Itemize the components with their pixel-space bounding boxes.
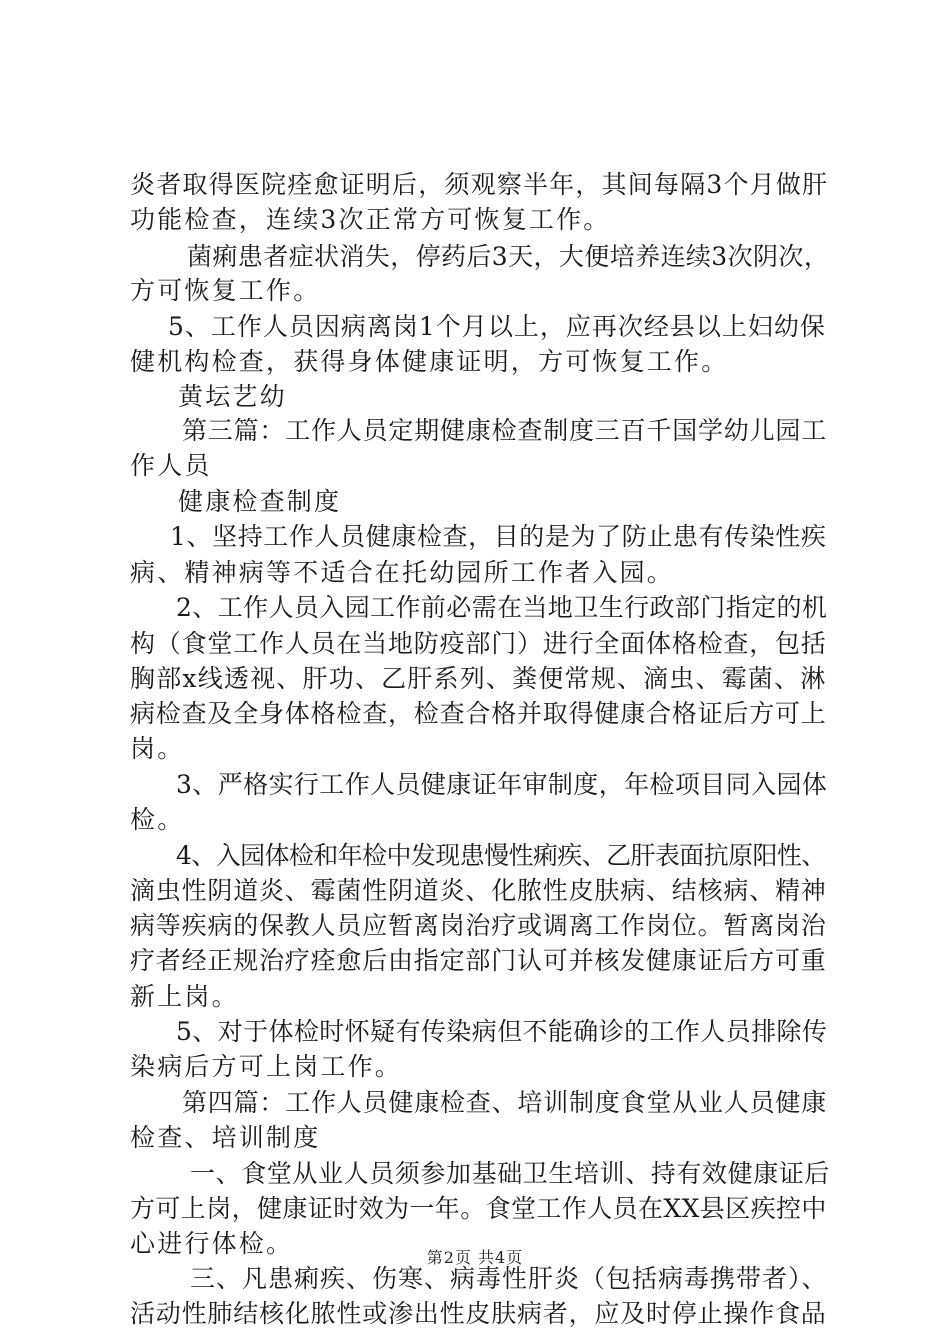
section-heading: 作人员 (130, 451, 212, 480)
text-line: 岗。 (130, 734, 185, 763)
text-line: 心进行体检。 (130, 1229, 294, 1258)
text-line: 方可上岗，健康证时效为一年。食堂工作人员在XX县区疾控中 (130, 1194, 827, 1223)
section-heading: 检查、培训制度 (130, 1123, 321, 1152)
text-line: 染病后方可上岗工作。 (130, 1052, 403, 1081)
section-heading: 第三篇：工作人员定期健康检查制度三百千国学幼儿园工 (182, 416, 828, 445)
text-line: 疗者经正规治疗痊愈后由指定部门认可并核发健康证后方可重 (130, 946, 827, 975)
section-heading: 第四篇：工作人员健康检查、培训制度食堂从业人员健康 (182, 1088, 828, 1117)
text-line: 活动性肺结核化脓性或渗出性皮肤病者，应及时停止操作食品 (130, 1299, 827, 1328)
text-line: 1、坚持工作人员健康检查，目的是为了防止患有传染性疾 (170, 522, 827, 551)
page-number-footer: 第2页 共4页 (426, 1248, 524, 1267)
text-line: 黄坛艺幼 (178, 382, 287, 411)
text-line: 健机构检查，获得身体健康证明，方可恢复工作。 (130, 347, 729, 376)
text-line: 胸部x线透视、肝功、乙肝系列、粪便常规、滴虫、霉菌、淋 (130, 664, 827, 693)
text-line: 构（食堂工作人员在当地防疫部门）进行全面体格检查，包括 (130, 629, 827, 658)
text-line: 4、入园体检和年检中发现患慢性痢疾、乙肝表面抗原阳性、 (176, 841, 826, 870)
text-line: 炎者取得医院痊愈证明后，须观察半年，其间每隔3个月做肝 (130, 170, 829, 199)
text-line: 病等疾病的保教人员应暂离岗治疗或调离工作岗位。暂离岗治 (130, 911, 827, 940)
text-line: 检。 (130, 805, 185, 834)
text-line: 2、工作人员入园工作前必需在当地卫生行政部门指定的机 (176, 593, 828, 622)
text-line: 3、严格实行工作人员健康证年审制度，年检项目同入园体 (176, 770, 828, 799)
text-line: 功能检查，连续3次正常方可恢复工作。 (130, 205, 611, 234)
text-line: 菌痢患者症状消失，停药后3天，大便培养连续3次阴次， (187, 242, 830, 271)
text-line: 5、工作人员因病离岗1个月以上，应再次经县以上妇幼保 (168, 312, 826, 341)
text-line: 滴虫性阴道炎、霉菌性阴道炎、化脓性皮肤病、结核病、精神 (130, 876, 827, 905)
text-line: 健康检查制度 (178, 487, 342, 516)
text-line: 病、精神病等不适合在托幼园所工作者入园。 (130, 558, 675, 587)
text-line: 病检查及全身体格检查，检查合格并取得健康合格证后方可上 (130, 699, 827, 728)
text-line: 新上岗。 (130, 982, 239, 1011)
text-line: 5、对于体检时怀疑有传染病但不能确诊的工作人员排除传 (176, 1017, 828, 1046)
text-line: 一、食堂从业人员须参加基础卫生培训、持有效健康证后 (190, 1159, 831, 1188)
text-line: 方可恢复工作。 (130, 276, 321, 305)
text-line: 三、凡患痢疾、伤寒、病毒性肝炎（包括病毒携带者）、 (190, 1264, 828, 1293)
